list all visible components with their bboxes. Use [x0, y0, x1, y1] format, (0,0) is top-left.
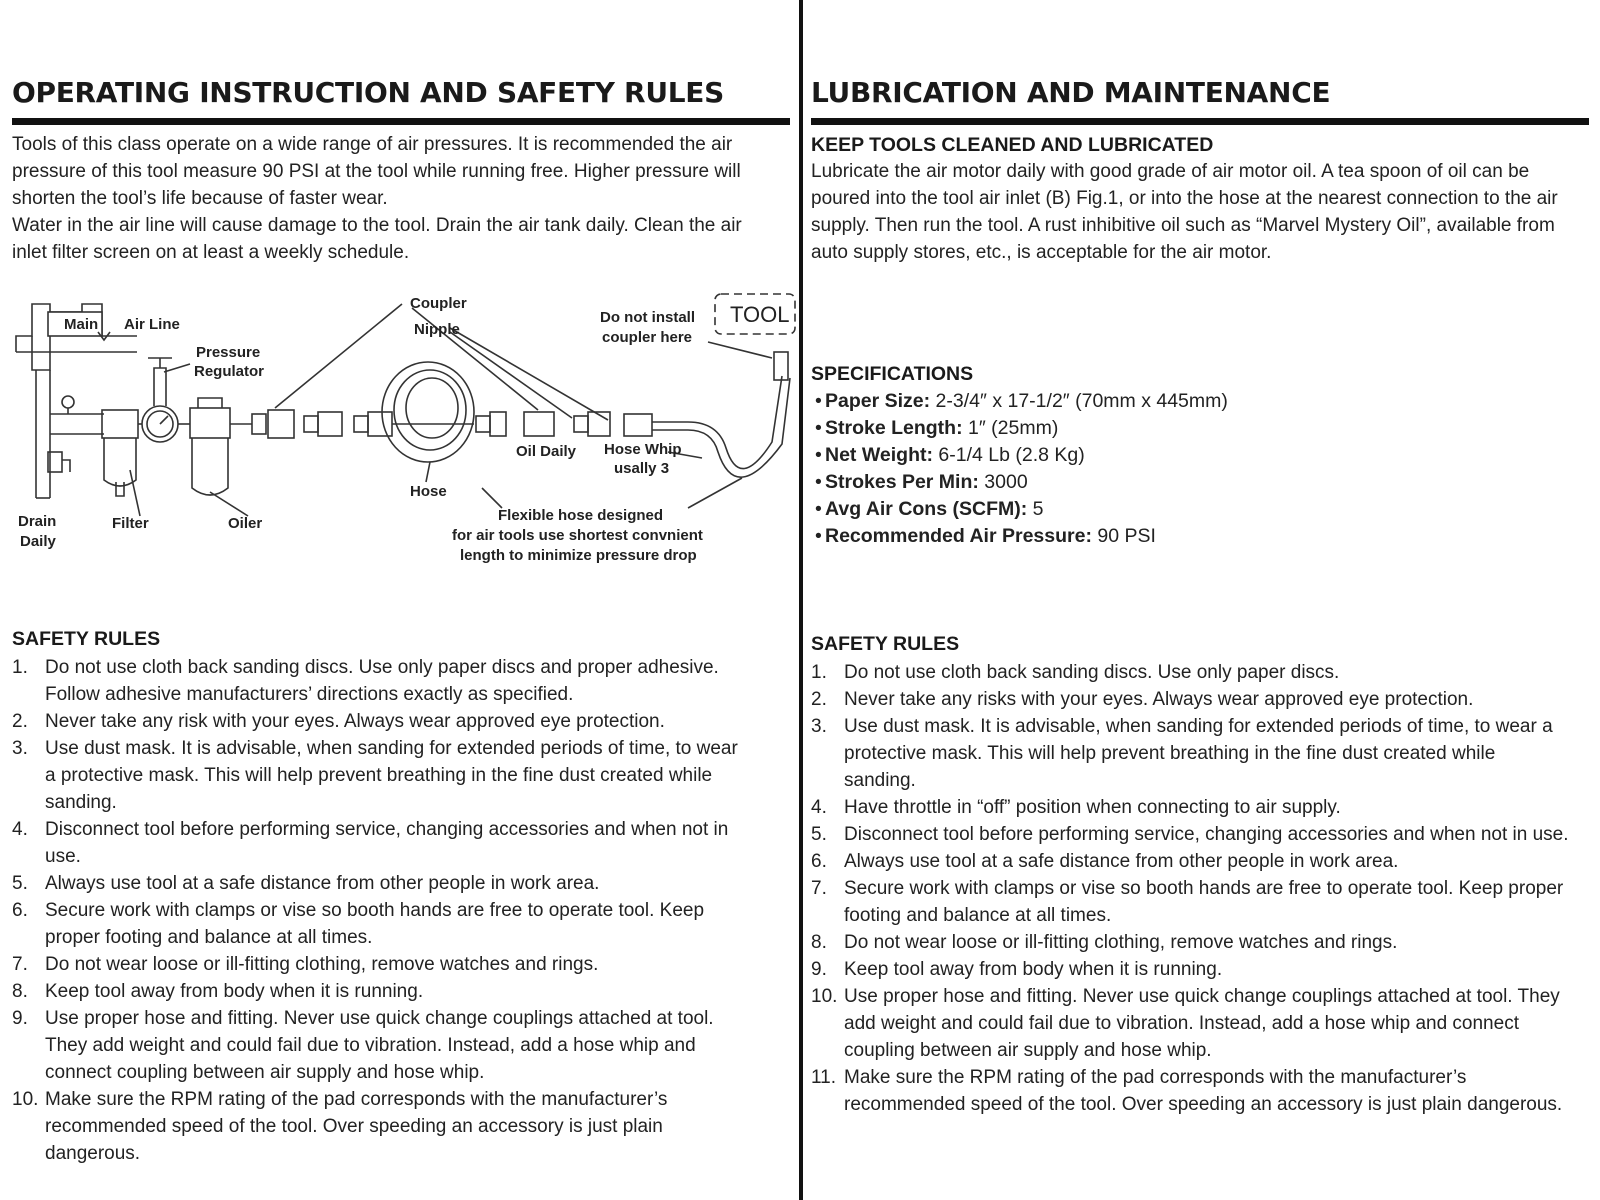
- label-coupler-here: coupler here: [602, 329, 693, 346]
- label-hose: Hose: [410, 483, 447, 500]
- label-usally-3: usally 3: [614, 460, 670, 477]
- left-rule-7: 7. Do not wear loose or ill-fitting clothing, remove watches and rings.: [12, 954, 599, 975]
- label-do-not-install: Do not install: [600, 309, 695, 326]
- label-hose-whip: Hose Whip: [604, 441, 682, 458]
- air-system-diagram: [12, 292, 802, 582]
- right-rule-4: 4. Have throttle in “off” position when connecting to air supply.: [811, 797, 1341, 818]
- right-rule-11: 11. Make sure the RPM rating of the pad corresponds with the manufacturer’s recommended speed of the tool. Over speeding an accessory is just plain dangerous.: [811, 1067, 1563, 1115]
- specifications-title: SPECIFICATIONS: [811, 363, 974, 385]
- right-rule-7: 7. Secure work with clamps or vise so booth hands are free to operate tool. Keep proper footing and balance at all times.: [811, 878, 1564, 926]
- left-rule-1: 1. Do not use cloth back sanding discs. Use only paper discs and proper adhesive. Follow adhesive manufacturers’ directions exactly as specified.: [12, 657, 719, 705]
- right-safety-rules: [811, 659, 1571, 1118]
- keep-clean-title: KEEP TOOLS CLEANED AND LUBRICATED: [811, 134, 1214, 156]
- left-rule-5: 5. Always use tool at a safe distance from other people in work area.: [12, 873, 600, 894]
- label-tool: TOOL: [730, 302, 790, 327]
- label-coupler: Coupler: [410, 295, 467, 312]
- left-rule-6: 6. Secure work with clamps or vise so booth hands are free to operate tool. Keep proper footing and balance at all times.: [12, 900, 705, 948]
- intro-paragraph-1: Tools of this class operate on a wide range of air pressures. It is recommended the air pressure of this tool measure 90 PSI at the tool while running free. Higher pressure will shorten the tool’s life because of faster wear.: [12, 134, 741, 209]
- right-rule-10: 10. Use proper hose and fitting. Never use quick change couplings attached at tool. They add weight and could fail due to vibration. Instead, add a hose whip and connect coupling between air supply and hose whip.: [811, 986, 1560, 1061]
- label-daily: Daily: [20, 533, 56, 550]
- left-rule-2: 2. Never take any risk with your eyes. Always wear approved eye protection.: [12, 711, 665, 732]
- label-flexible-hose-2: for air tools use shortest convnient: [452, 527, 703, 544]
- label-flexible-hose-1: Flexible hose designed: [498, 507, 664, 524]
- label-filter: Filter: [112, 515, 149, 532]
- spec-strokes-per-min: • Strokes Per Min: 3000: [815, 471, 1028, 493]
- right-rule-9: 9. Keep tool away from body when it is running.: [811, 959, 1223, 980]
- label-nipple: Nipple: [414, 321, 460, 338]
- right-rule-3: 3. Use dust mask. It is advisable, when sanding for extended periods of time, to wear a protective mask. This will help prevent breathing in the fine dust created while sanding.: [811, 716, 1553, 791]
- spec-paper-size: • Paper Size: 2-3/4″ x 17-1/2″ (70mm x 445mm): [815, 390, 1228, 412]
- operating-title: OPERATING INSTRUCTION AND SAFETY RULES: [12, 76, 724, 109]
- right-rule-2: 2. Never take any risks with your eyes. Always wear approved eye protection.: [811, 689, 1474, 710]
- label-pressure: Pressure: [196, 344, 261, 361]
- label-main: Main: [64, 316, 99, 333]
- spec-net-weight: • Net Weight: 6-1/4 Lb (2.8 Kg): [815, 444, 1085, 466]
- label-drain: Drain: [18, 513, 57, 530]
- left-rule-10: 10. Make sure the RPM rating of the pad corresponds with the manufacturer’s recommended speed of the tool. Over speeding an accessory is just plain dangerous.: [12, 1089, 668, 1164]
- left-safety-title: SAFETY RULES: [12, 628, 161, 650]
- left-rule-9: 9. Use proper hose and fitting. Never use quick change couplings attached at tool. They add weight and could fail due to vibration. Instead, add a hose whip and connect coupling between air supply and hose whip.: [12, 1008, 714, 1083]
- left-rule-3: 3. Use dust mask. It is advisable, when sanding for extended periods of time, to wear a protective mask. This will help prevent breathing in the fine dust created while sanding.: [12, 738, 738, 813]
- title-rule: [811, 118, 1589, 125]
- label-air-line: Air Line: [124, 316, 180, 333]
- left-safety-rules: [12, 654, 752, 1167]
- left-rule-8: 8. Keep tool away from body when it is running.: [12, 981, 424, 1002]
- spec-air-pressure: • Recommended Air Pressure: 90 PSI: [815, 525, 1156, 547]
- label-regulator: Regulator: [194, 363, 265, 380]
- column-divider: [799, 0, 803, 1200]
- right-rule-1: 1. Do not use cloth back sanding discs. Use only paper discs.: [811, 662, 1340, 683]
- intro-paragraph-2: Water in the air line will cause damage to the tool. Drain the air tank daily. Clean the air inlet filter screen on at least a weekly schedule.: [12, 215, 742, 263]
- spec-stroke-length: • Stroke Length: 1″ (25mm): [815, 417, 1059, 439]
- right-safety-title: SAFETY RULES: [811, 633, 960, 655]
- spec-avg-air-cons: • Avg Air Cons (SCFM): 5: [815, 498, 1044, 520]
- right-rule-5: 5. Disconnect tool before performing service, changing accessories and when not in use.: [811, 824, 1569, 845]
- label-flexible-hose-3: length to minimize pressure drop: [460, 547, 697, 564]
- keep-clean-text: Lubricate the air motor daily with good grade of air motor oil. A tea spoon of oil can be poured into the tool air inlet (B) Fig.1, or into the hose at the nearest connection to the air supply. Then run the tool. A rust inhibitive oil such as “Marvel Mystery Oil”, available from auto supply stores, etc., is acceptable for the air motor.: [811, 161, 1558, 263]
- label-oil-daily: Oil Daily: [516, 443, 577, 460]
- right-rule-8: 8. Do not wear loose or ill-fitting clothing, remove watches and rings.: [811, 932, 1398, 953]
- right-rule-6: 6. Always use tool at a safe distance from other people in work area.: [811, 851, 1399, 872]
- specifications-list: [815, 388, 1228, 550]
- label-oiler: Oiler: [228, 515, 263, 532]
- left-rule-4: 4. Disconnect tool before performing service, changing accessories and when not in use.: [12, 819, 729, 867]
- title-rule: [12, 118, 790, 125]
- lubrication-title: LUBRICATION AND MAINTENANCE: [811, 76, 1331, 109]
